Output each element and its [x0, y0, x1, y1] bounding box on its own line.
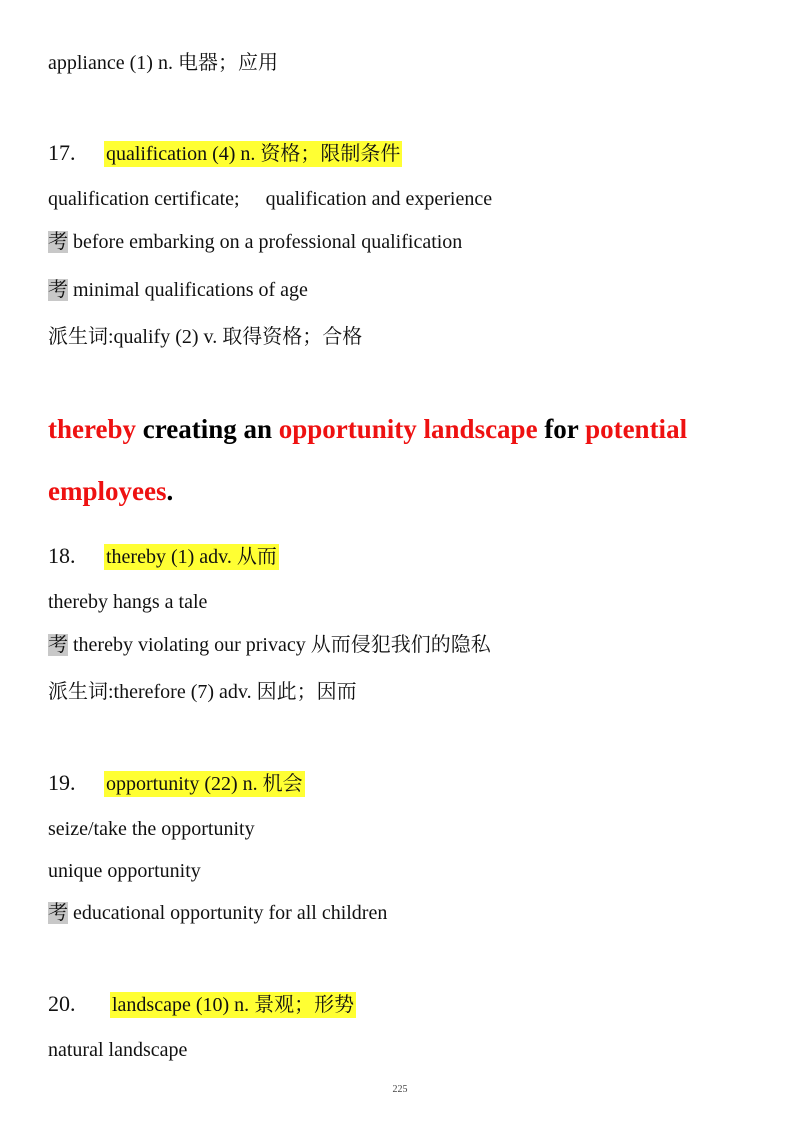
exam-tag: 考	[48, 634, 68, 656]
entry-20-number: 20.	[48, 991, 76, 1016]
entry-19-number: 19.	[48, 770, 76, 795]
entry-19-phrase-2-text: unique opportunity	[48, 860, 201, 882]
entry-19-exam-1-text: educational opportunity for all children	[68, 902, 388, 924]
entry-20-phrase	[48, 1037, 187, 1063]
entry-19-exam-1	[48, 900, 387, 926]
entry-18-heading	[48, 543, 279, 570]
entry-18-exam-1	[48, 632, 491, 658]
entry-17-exam-2-text: minimal qualifications of age	[68, 279, 308, 301]
sentence-text: creating an	[136, 414, 279, 444]
entry-18-derivative-text: 派生词:therefore (7) adv. 因此；因而	[48, 681, 357, 703]
sentence-period: .	[166, 476, 174, 506]
sentence-line-2	[48, 474, 173, 508]
entry-18-exam-1-text: thereby violating our privacy 从而侵犯我们的隐私	[68, 634, 491, 656]
entry-17-derivative	[48, 324, 362, 350]
entry-19-phrase-1	[48, 816, 255, 842]
entry-19-phrase-1-text: seize/take the opportunity	[48, 818, 255, 840]
entry-17-exam-2	[48, 277, 308, 303]
entry-18-number: 18.	[48, 543, 76, 568]
sentence-word-thereby: thereby	[48, 414, 136, 444]
entry-17-heading	[48, 140, 402, 167]
entry-17-number: 17.	[48, 140, 76, 165]
entry-20-heading	[48, 991, 356, 1018]
entry-19-phrase-2	[48, 858, 201, 884]
entry-17-phrases	[48, 186, 492, 212]
entry-18-phrase-text: thereby hangs a tale	[48, 591, 208, 613]
sentence-text: for	[537, 414, 586, 444]
appliance-line	[48, 50, 278, 76]
entry-17-phrase-a: qualification certificate;	[48, 188, 240, 210]
sentence-word-potential: potential	[585, 414, 688, 444]
sentence-word-employees: employees	[48, 476, 167, 506]
sentence-line-1	[48, 412, 687, 446]
entry-19-headword: opportunity (22) n. 机会	[106, 773, 303, 795]
entry-17-derivative-text: 派生词:qualify (2) v. 取得资格；合格	[48, 326, 363, 348]
exam-tag: 考	[48, 279, 68, 301]
entry-17-headword: qualification (4) n. 资格；限制条件	[106, 143, 401, 165]
entry-17-phrase-b: qualification and experience	[265, 188, 493, 210]
appliance-text: appliance (1) n. 电器；应用	[48, 52, 278, 74]
page-number: 225	[392, 1084, 408, 1095]
entry-18-derivative	[48, 679, 357, 705]
entry-20-headword: landscape (10) n. 景观；形势	[112, 994, 355, 1016]
entry-17-exam-1-text: before embarking on a professional qualification	[68, 231, 463, 253]
exam-tag: 考	[48, 231, 68, 253]
entry-17-exam-1	[48, 229, 462, 255]
entry-19-heading	[48, 770, 305, 797]
exam-tag: 考	[48, 902, 68, 924]
entry-18-headword: thereby (1) adv. 从而	[106, 546, 277, 568]
entry-18-phrase	[48, 589, 207, 615]
sentence-word-opportunity-landscape: opportunity landscape	[278, 414, 538, 444]
entry-20-phrase-text: natural landscape	[48, 1039, 188, 1061]
